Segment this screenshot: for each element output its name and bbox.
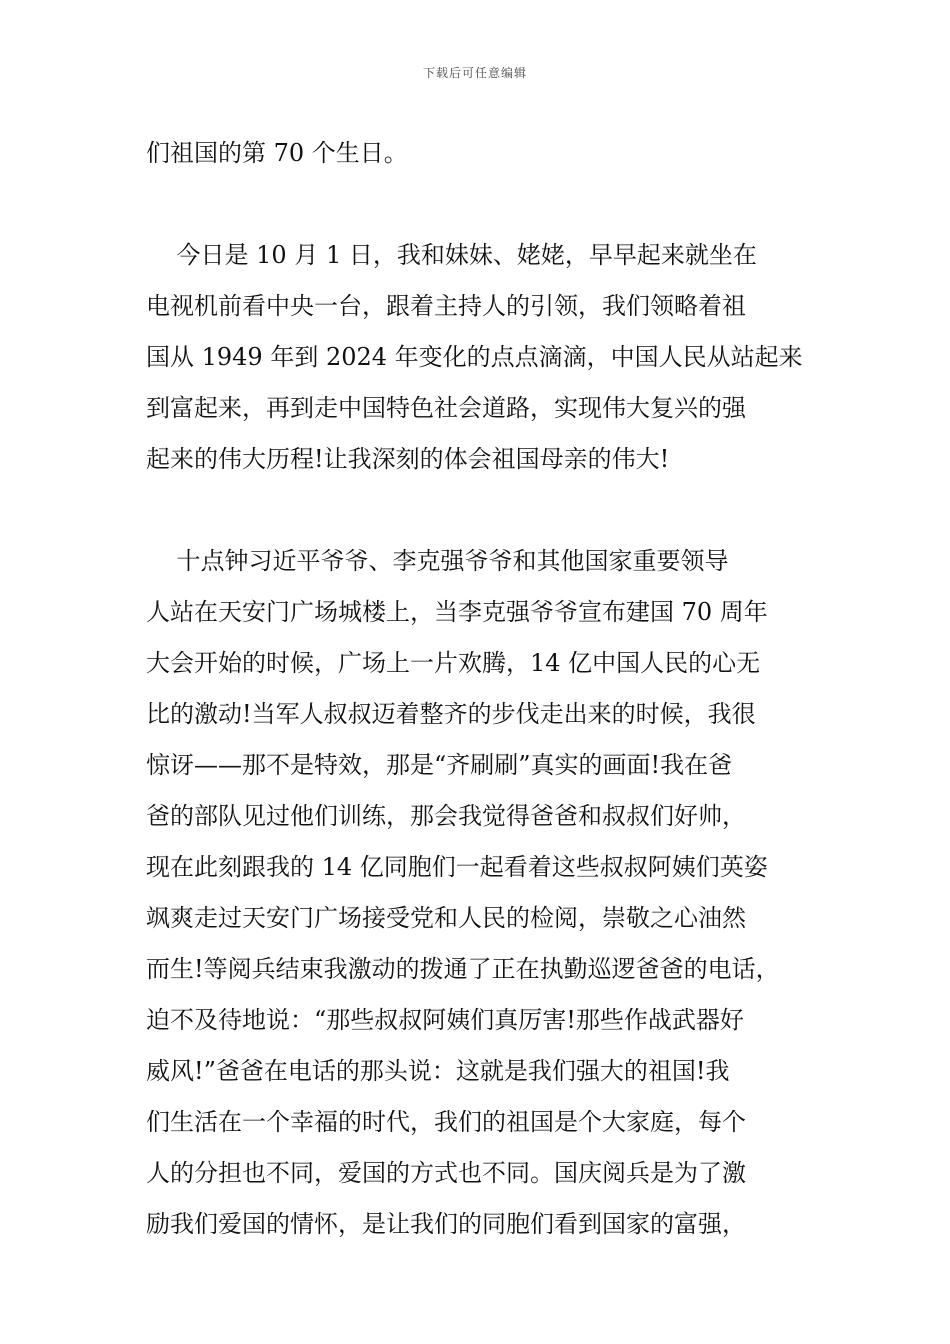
text-line: 大会开始的时候，广场上一片欢腾，14 亿中国人民的心无 bbox=[146, 649, 761, 677]
document-body bbox=[146, 128, 810, 1250]
paragraph-2 bbox=[146, 230, 810, 485]
text-line: 电视机前看中央一台，跟着主持人的引领，我们领略着祖 bbox=[146, 292, 746, 320]
text-line: 十点钟习近平爷爷、李克强爷爷和其他国家重要领导 bbox=[146, 547, 729, 575]
text-line: 现在此刻跟我的 14 亿同胞们一起看着这些叔叔阿姨们英姿 bbox=[146, 853, 768, 881]
text-line: 而生!等阅兵结束我激动的拨通了正在执勤巡逻爸爸的电话， bbox=[146, 955, 780, 983]
text-line: 爸的部队见过他们训练，那会我觉得爸爸和叔叔们好帅， bbox=[146, 802, 746, 830]
paragraph-gap bbox=[146, 485, 810, 536]
paragraph-gap bbox=[146, 179, 810, 230]
text-line: 比的激动!当军人叔叔迈着整齐的步伐走出来的时候，我很 bbox=[146, 700, 756, 728]
text-line: 人的分担也不同，爱国的方式也不同。国庆阅兵是为了激 bbox=[146, 1159, 746, 1187]
text-line: 们祖国的第 70 个生日。 bbox=[146, 139, 408, 167]
text-line: 国从 1949 年到 2024 年变化的点点滴滴，中国人民从站起来 bbox=[146, 343, 803, 371]
text-line: 人站在天安门广场城楼上，当李克强爷爷宣布建国 70 周年 bbox=[146, 598, 768, 626]
text-line: 威风!”爸爸在电话的那头说：这就是我们强大的祖国!我 bbox=[146, 1057, 730, 1085]
paragraph-1 bbox=[146, 128, 810, 179]
text-line: 今日是 10 月 1 日，我和妹妹、姥姥，早早起来就坐在 bbox=[146, 241, 757, 269]
page-header: 下载后可任意编辑 bbox=[422, 66, 527, 80]
text-line: 起来的伟大历程!让我深刻的体会祖国母亲的伟大! bbox=[146, 445, 670, 473]
text-line: 励我们爱国的情怀，是让我们的同胞们看到国家的富强， bbox=[146, 1210, 746, 1238]
text-line: 迫不及待地说：“那些叔叔阿姨们真厉害!那些作战武器好 bbox=[146, 1006, 744, 1034]
paragraph-3 bbox=[146, 536, 810, 1250]
text-line: 飒爽走过天安门广场接受党和人民的检阅，崇敬之心油然 bbox=[146, 904, 746, 932]
text-line: 到富起来，再到走中国特色社会道路，实现伟大复兴的强 bbox=[146, 394, 746, 422]
text-line: 们生活在一个幸福的时代，我们的祖国是个大家庭，每个 bbox=[146, 1108, 746, 1136]
text-line: 惊讶——那不是特效，那是“齐刷刷”真实的画面!我在爸 bbox=[146, 751, 733, 779]
